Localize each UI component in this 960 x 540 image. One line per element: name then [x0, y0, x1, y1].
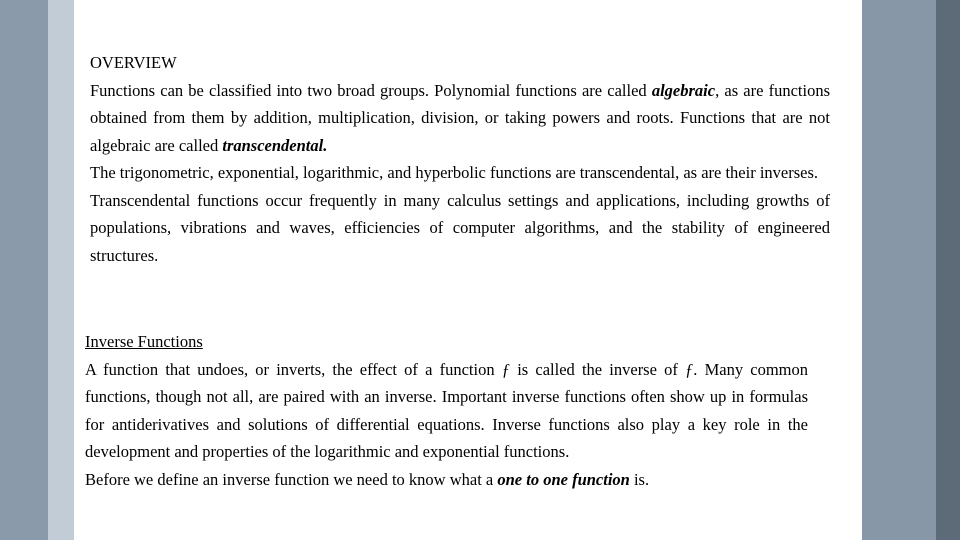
inverse-functions-heading: Inverse Functions [85, 332, 203, 351]
function-symbol-f-2: ƒ [685, 359, 694, 379]
inverse-paragraph-1 [85, 356, 808, 466]
inverse-paragraph-2 [85, 466, 808, 494]
inverse-p2-text-a: Before we define an inverse function we need to know what a [85, 469, 498, 489]
algebraic-term: algebraic [651, 80, 716, 100]
inverse-p1-text-a: A function that undoes, or inverts, the effect of a function [85, 359, 502, 379]
right-outer-band [936, 0, 960, 540]
overview-paragraph-2: The trigonometric, exponential, logarithmic, and hyperbolic functions are transcendental, as are their inverses. [90, 163, 819, 182]
overview-heading: OVERVIEW [90, 53, 177, 72]
overview-section [90, 49, 830, 269]
inverse-p2-text-b: is. [629, 469, 650, 489]
overview-paragraph-1 [90, 77, 830, 160]
left-outer-band [0, 0, 48, 540]
inverse-functions-section [85, 328, 808, 493]
left-inner-band [48, 0, 74, 540]
overview-p1-text-b: , as are functions obtained from them by addition, multiplication, division, or taking powers and roots. Functions that are not algebraic are called [90, 80, 830, 155]
one-to-one-term: one to one function [497, 469, 630, 489]
right-inner-band [862, 0, 936, 540]
transcendental-term: transcendental. [222, 135, 328, 155]
overview-paragraph-3: Transcendental functions occur frequently in many calculus settings and applications, including growths of populations, vibrations and waves, efficiencies of computer algorithms, and the stability of engineered structures. [90, 190, 830, 265]
overview-p1-text-a: Functions can be classified into two broad groups. Polynomial functions are called [90, 80, 652, 100]
function-symbol-f: ƒ [501, 359, 511, 379]
inverse-p1-text-c: . Many common functions, though not all, are paired with an inverse. Important inverse functions often show up in formulas for antiderivatives and solutions of differential equations. Inverse functions also play a key role in the development and properties of the logarithmic and exponential functions. [85, 359, 808, 461]
inverse-p1-text-b: is called the inverse of [510, 359, 686, 379]
